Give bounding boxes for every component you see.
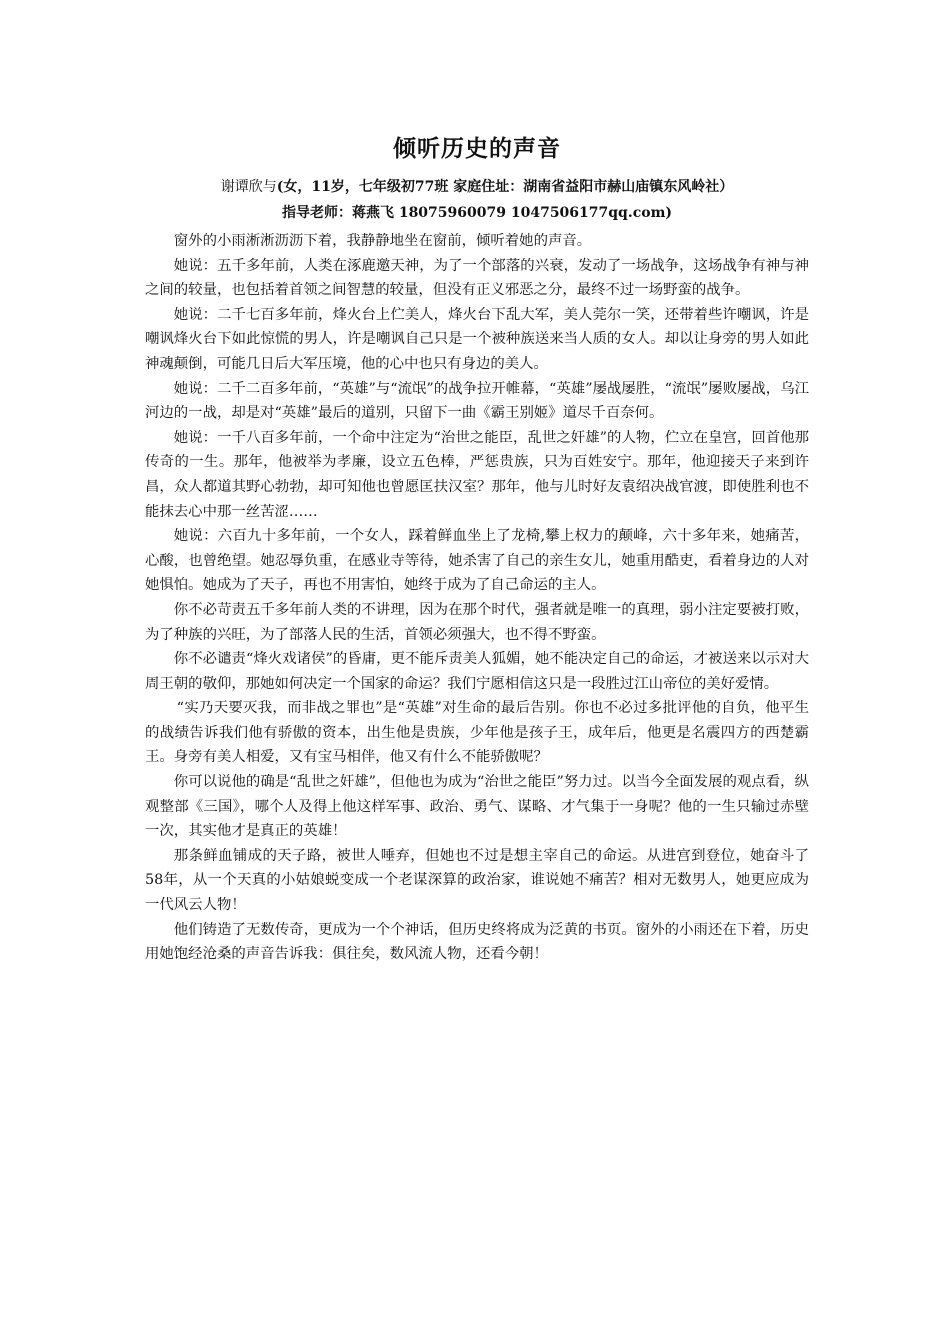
- author-info: (女，11岁，七年级初77班 家庭住址：湖南省益阳市赫山庙镇东风岭社）: [276, 179, 734, 195]
- paragraph: 她说：二千二百多年前，“英雄”与“流氓”的战争拉开帷幕，“英雄”屡战屡胜，“流氓”屡败屡战，乌江河边的一战，却是对“英雄”最后的道别，只留下一曲《霸王别姬》道尽千百奈何。: [145, 380, 809, 422]
- paragraph: 那条鲜血铺成的天子路，被世人唾弃，但她也不过是想主宰自己的命运。从进宫到登位，她奋斗了58年，从一个天真的小姑娘蜕变成一个老谋深算的政治家，谁说她不痛苦？相对无数男人，她更应成为一代风云人物！: [145, 847, 809, 914]
- paragraph: 窗外的小雨淅淅沥沥下着，我静静地坐在窗前，倾听着她的声音。: [173, 233, 592, 249]
- paragraph: 她说：五千多年前，人类在涿鹿邀天神，为了一个部落的兴衰，发动了一场战争，这场战争有神与神之间的较量，也包括着首领之间智慧的较量，但没有正义邪恶之分，最终不过一场野蛮的战争。: [145, 257, 809, 299]
- paragraph: 她说：一千八百多年前，一个命中注定为“治世之能臣，乱世之奸雄”的人物，伫立在皇宫，回首他那传奇的一生。那年，他被举为孝廉，设立五色棒，严惩贵族，只为百姓安宁。那年，他迎接天子来到许昌，众人都道其野心勃勃，却可知他也曾愿匡扶汉室？那年，他与儿时好友袁绍决战官渡，即使胜利也不能抹去心中那一丝苦涩……: [145, 429, 809, 520]
- paragraph: 她说：六百九十多年前，一个女人，踩着鲜血坐上了龙椅,攀上权力的颠峰，六十多年来，她痛苦，心酸，也曾绝望。她忍辱负重，在感业寺等待，她杀害了自己的亲生女儿，她重用酷吏，看着身边的人对她惧怕。她成为了天子，再也不用害怕，她终于成为了自己命运的主人。: [145, 528, 809, 594]
- paragraph: “实乃天要灭我，而非战之罪也”是“英雄”对生命的最后告别。你也不必过多批评他的自负，他平生的战绩告诉我们他有骄傲的资本，出生他是贵族，少年他是孩子王，成年后，他更是名震四方的西楚霸王。身旁有美人相爱，又有宝马相伴，他又有什么不能骄傲呢？: [145, 700, 809, 766]
- paragraph: 他们铸造了无数传奇，更成为一个个神话，但历史终将成为泛黄的书页。窗外的小雨还在下着，历史用她饱经沧桑的声音告诉我：俱往矣，数风流人物，还看今朝！: [145, 921, 809, 963]
- author-line: [145, 177, 809, 197]
- paragraph: 你不必苛责五千多年前人类的不讲理，因为在那个时代，强者就是唯一的真理，弱小注定要被打败，为了种族的兴旺，为了部落人民的生活，首领必须强大，也不得不野蛮。: [145, 601, 809, 643]
- teacher-line: 指导老师：蒋燕飞 18075960079 1047506177qq.com): [281, 205, 673, 221]
- document-body: [145, 133, 809, 967]
- paragraph: 你可以说他的确是“乱世之奸雄”，但他也为成为“治世之能臣”努力过。以当今全面发展的观点看，纵观整部《三国》，哪个人及得上他这样军事、政治、勇气、谋略、才气集于一身呢？他的一生只输过赤壁一次，其实他才是真正的英雄！: [145, 774, 809, 840]
- paragraph: 你不必谴责“烽火戏诸侯”的昏庸，更不能斥责美人狐媚，她不能决定自己的命运，才被送来以示对大周王朝的敬仰，那她如何决定一个国家的命运？我们宁愿相信这只是一段胜过江山帝位的美好爱情。: [145, 651, 809, 692]
- document-title: 倾听历史的声音: [393, 135, 561, 162]
- author-name: 谢谭欣与: [220, 179, 277, 195]
- paragraph: 她说：二千七百多年前，烽火台上伫美人，烽火台下乱大军，美人莞尔一笑，还带着些许嘲讽，许是嘲讽烽火台下如此惊慌的男人，许是嘲讽自己只是一个被种族送来当人质的女人。却以让身旁的男人如此神魂颠倒，可能几日后大军压境，他的心中也只有身边的美人。: [145, 306, 809, 372]
